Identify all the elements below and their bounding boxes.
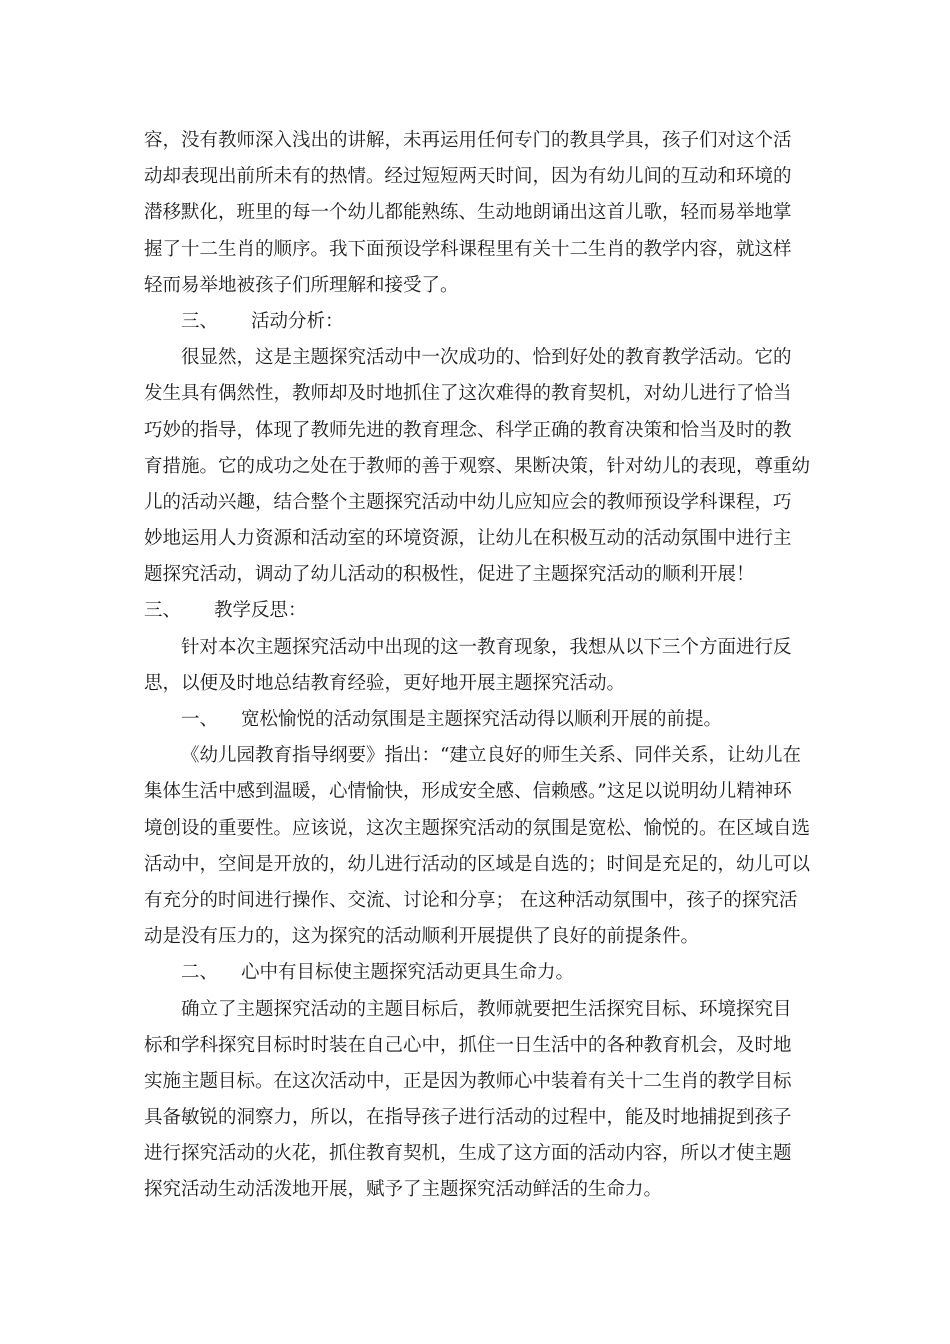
paragraph-line: 《幼儿园教育指导纲要》指出：“建立良好的师生关系、同伴关系，让幼儿在 — [181, 745, 801, 767]
point-title: 宽松愉悦的活动氛围是主题探究活动得以顺利开展的前提。 — [241, 709, 723, 730]
point-title: 心中有目标使主题探究活动更具生命力。 — [241, 962, 575, 984]
paragraph-line: 针对本次主题探究活动中出现的这一教育现象，我想从以下三个方面进行反 — [181, 636, 792, 658]
point-heading-1 — [144, 702, 814, 738]
section-heading-reflection — [144, 593, 814, 629]
point-number: 一、 — [181, 709, 219, 730]
paragraph-line: 握了十二生肖的顺序。我下面预设学科课程里有关十二生肖的教学内容，就这样 — [144, 238, 792, 260]
paragraph-line: 活动中，空间是开放的，幼儿进行活动的区域是自选的；时间是充足的，幼儿可以 — [144, 853, 811, 875]
paragraph-line: 动是没有压力的，这为探究的活动顺利开展提供了良好的前提条件。 — [144, 926, 700, 948]
section-title: 教学反思： — [214, 600, 307, 622]
paragraph-line: 进行探究活动的火花，抓住教育契机，生成了这方面的活动内容，所以才使主题 — [144, 1143, 792, 1165]
paragraph-line: 境创设的重要性。应该说，这次主题探究活动的氛围是宽松、愉悦的。在区域自选 — [144, 817, 811, 839]
paragraph-line: 思，以便及时地总结教育经验，更好地开展主题探究活动。 — [144, 672, 626, 694]
document-body — [144, 123, 814, 1209]
paragraph-line: 具备敏锐的洞察力，所以，在指导孩子进行活动的过程中，能及时地捕捉到孩子 — [144, 1107, 792, 1129]
section-number: 三、 — [181, 310, 219, 332]
paragraph-line: 有充分的时间进行操作、交流、讨论和分享； 在这种活动氛围中，孩子的探究活 — [144, 889, 798, 911]
paragraph-line: 巧妙的指导，体现了教师先进的教育理念、科学正确的教育决策和恰当及时的教 — [144, 419, 792, 441]
paragraph-line: 探究活动生动活泼地开展，赋予了主题探究活动鲜活的生命力。 — [144, 1179, 663, 1201]
paragraph-line: 很显然，这是主题探究活动中一次成功的、恰到好处的教育教学活动。它的 — [181, 347, 792, 369]
paragraph-line: 儿的活动兴趣，结合整个主题探究活动中幼儿应知应会的教师预设学科课程，巧 — [144, 491, 792, 513]
paragraph-line: 妙地运用人力资源和活动室的环境资源，让幼儿在积极互动的活动氛围中进行主 — [144, 528, 792, 550]
paragraph-line: 轻而易举地被孩子们所理解和接受了。 — [144, 274, 459, 296]
paragraph-line: 容，没有教师深入浅出的讲解，未再运用任何专门的教具学具，孩子们对这个活 — [144, 130, 792, 151]
point-heading-2 — [144, 955, 814, 991]
section-number: 三、 — [144, 600, 182, 622]
paragraph-line: 发生具有偶然性，教师却及时地抓住了这次难得的教育契机，对幼儿进行了恰当 — [144, 383, 792, 405]
paragraph-line: 潜移默化，班里的每一个幼儿都能熟练、生动地朗诵出这首儿歌，轻而易举地掌 — [144, 202, 792, 224]
paragraph-line: 集体生活中感到温暖，心情愉快，形成安全感、信赖感。”这足以说明幼儿精神环 — [144, 781, 792, 803]
point-number: 二、 — [181, 962, 219, 984]
paragraph-line: 育措施。它的成功之处在于教师的善于观察、果断决策，针对幼儿的表现，尊重幼 — [144, 455, 811, 477]
paragraph-line: 动却表现出前所未有的热情。经过短短两天时间，因为有幼儿间的互动和环境的 — [144, 166, 792, 188]
section-title: 活动分析： — [251, 310, 344, 332]
paragraph-line: 确立了主题探究活动的主题目标后，教师就要把生活探究目标、环境探究目 — [181, 998, 792, 1020]
paragraph-line: 题探究活动，调动了幼儿活动的积极性，促进了主题探究活动的顺利开展！ — [144, 564, 755, 586]
section-heading-analysis — [144, 304, 814, 340]
paragraph-line: 实施主题目标。在这次活动中，正是因为教师心中装着有关十二生肖的教学目标 — [144, 1070, 792, 1092]
paragraph-line: 标和学科探究目标时时装在自己心中，抓住一日生活中的各种教育机会，及时地 — [144, 1034, 792, 1056]
